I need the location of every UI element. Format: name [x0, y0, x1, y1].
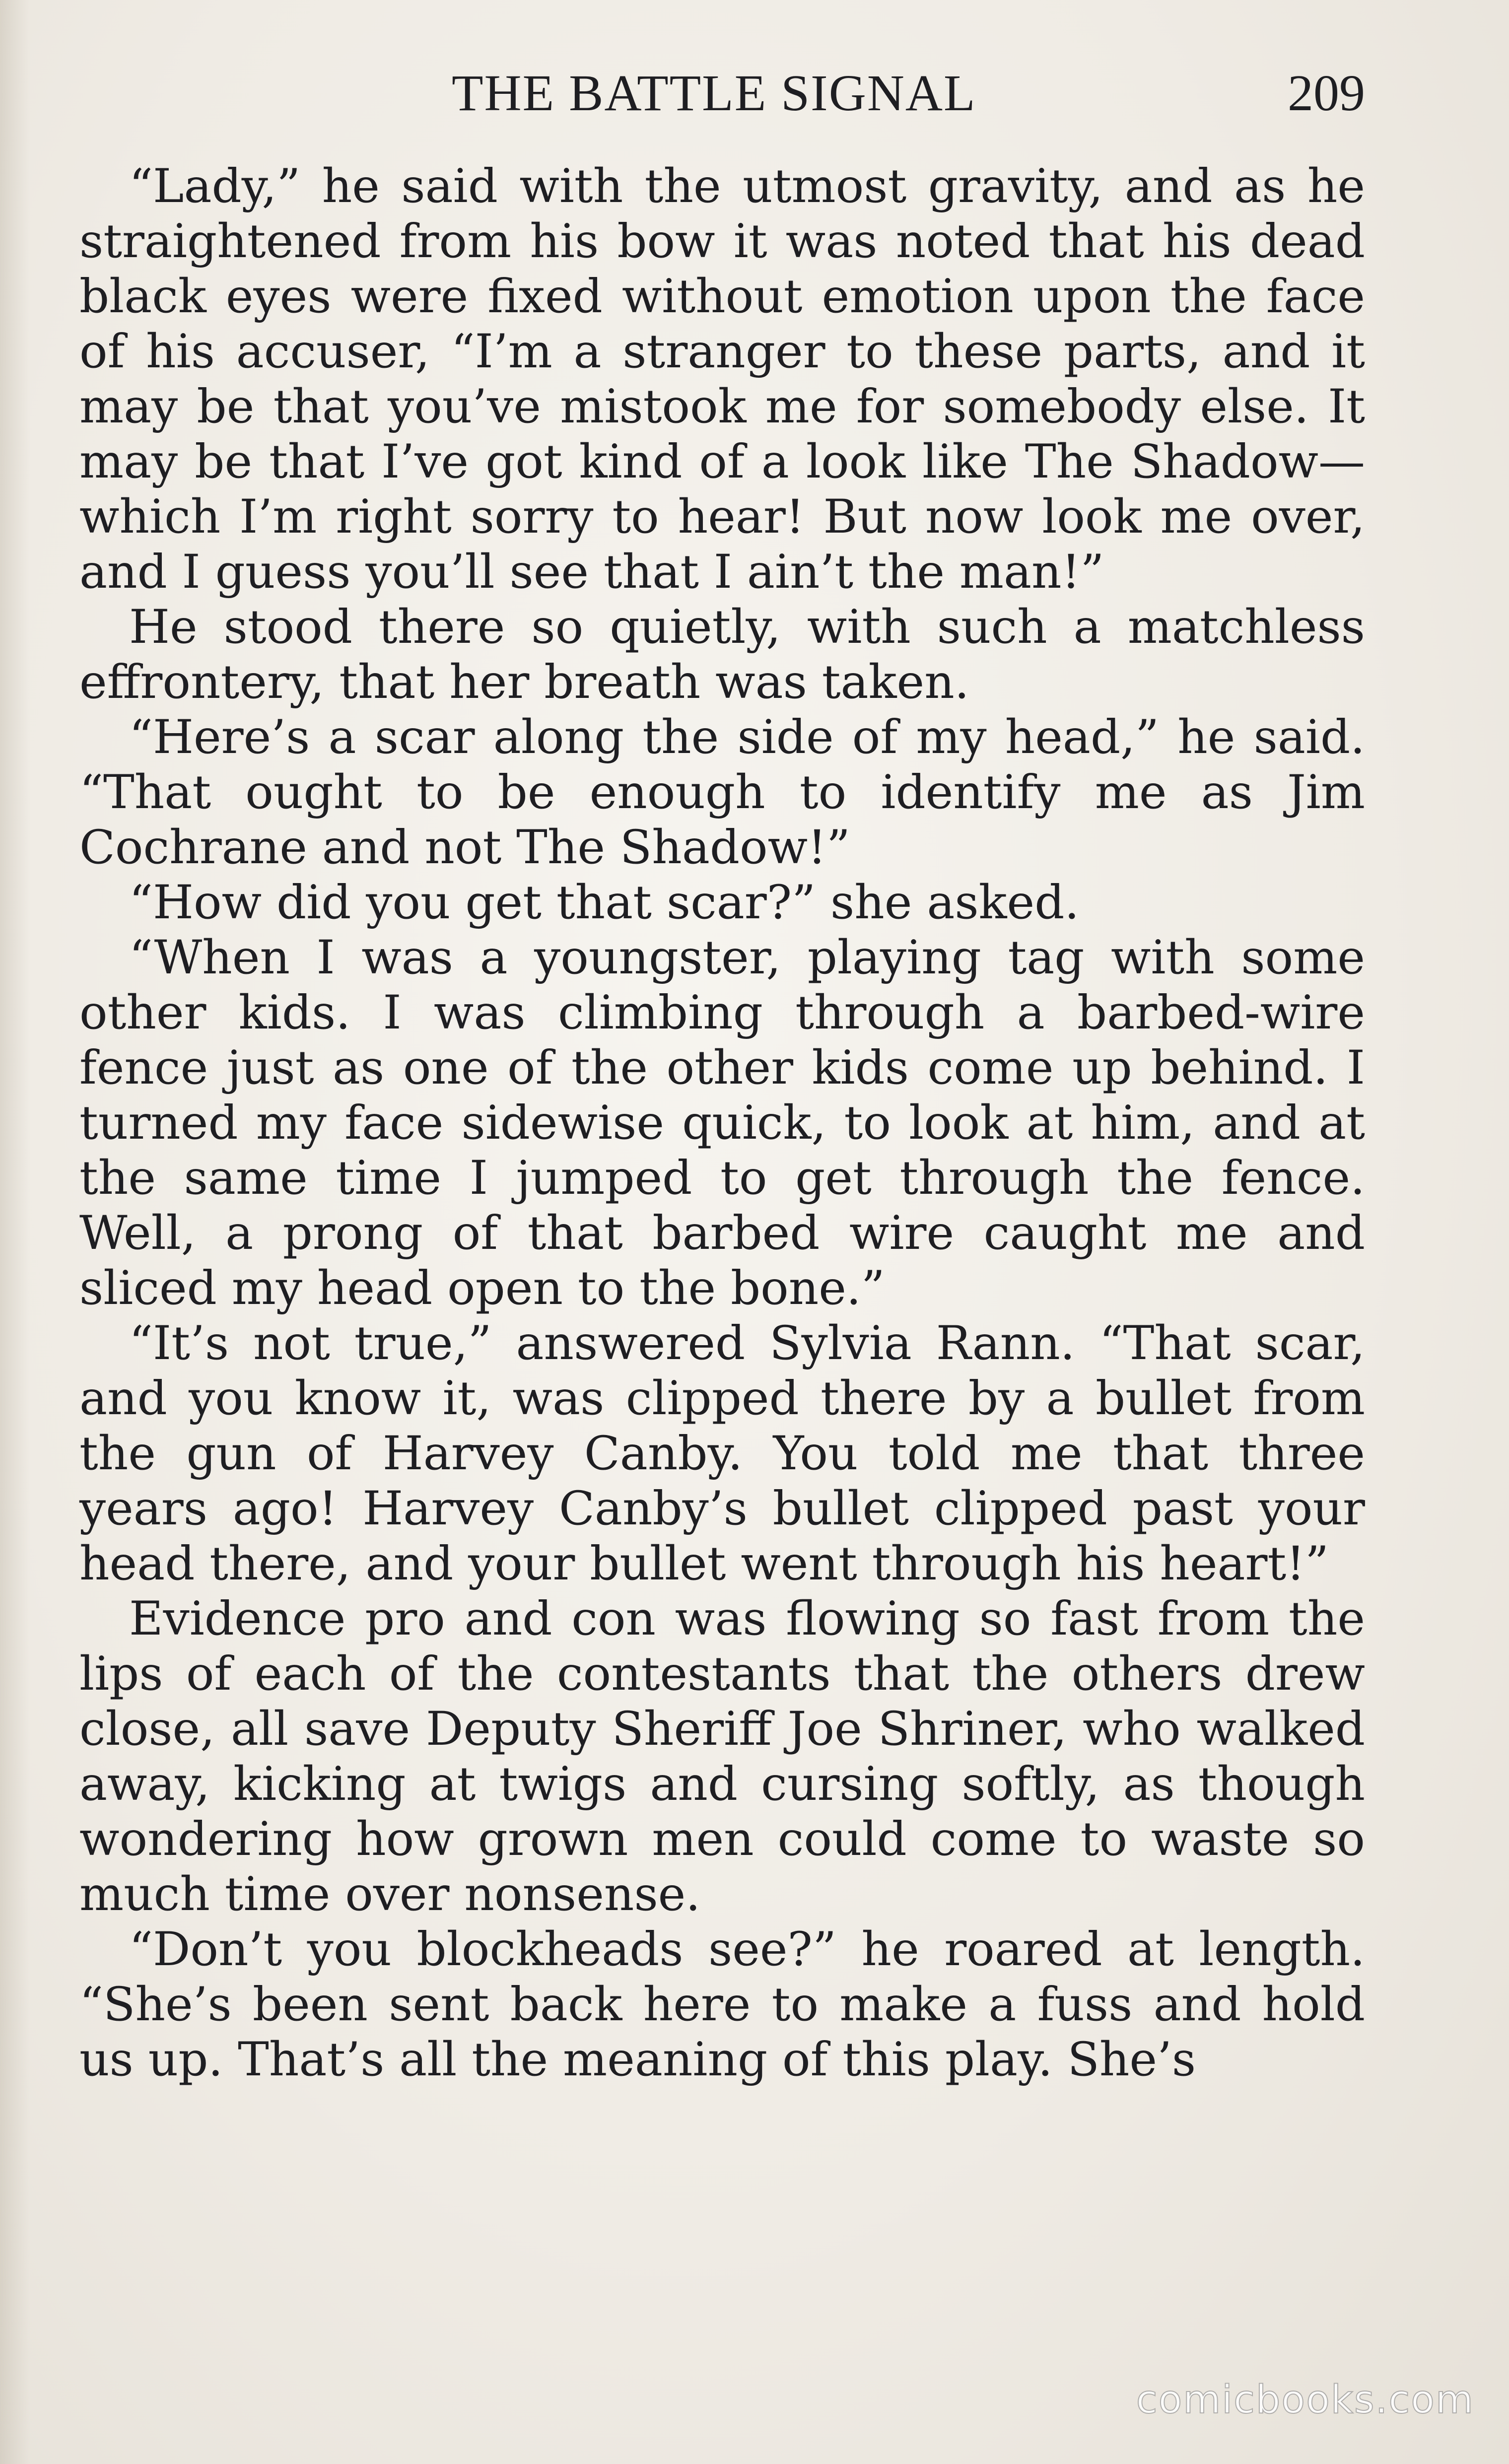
paragraph-2: He stood there so quietly, with such a matchless effrontery, that her breath was taken.: [79, 600, 1365, 709]
watermark: comicbooks.com: [1136, 2378, 1474, 2422]
spine-shadow: [0, 0, 30, 2464]
page-header: [74, 59, 1365, 128]
paragraph-7: Evidence pro and con was flowing so fast from the lips of each of the contestants that the others drew close, all save Deputy Sheriff Joe Shriner, who walked away, kicking at twigs and cursing softly, as though wondering how grown men could come to waste so much time over nonsense.: [79, 1592, 1365, 1921]
paragraph-4: “How did you get that scar?” she asked.: [129, 876, 1080, 930]
paragraph-6: “It’s not true,” answered Sylvia Rann. “That scar, and you know it, was clipped there by a bullet from the gun of Harvey Canby. You told me that three years ago! Harvey Canby’s bullet clipped past your head there, and your bullet went through his heart!”: [79, 1316, 1365, 1591]
body-text: [79, 159, 1365, 2087]
paragraph-1: “Lady,” he said with the utmost gravity, and as he straightened from his bow it was noted that his dead black eyes were fixed without emotion upon the face of his accuser, “I’m a stranger to these parts, and it may be that you’ve mistook me for somebody else. It may be that I’ve got kind of a look like The Shadow—which I’m right sorry to hear! But now look me over, and I guess you’ll see that I ain’t the man!”: [79, 159, 1365, 599]
paragraph-5: “When I was a youngster, playing tag with some other kids. I was climbing through a barbed-wire fence just as one of the other kids come up behind. I turned my face sidewise quick, to look at him, and at the same time I jumped to get through the fence. Well, a prong of that barbed wire caught me and sliced my head open to the bone.”: [79, 931, 1365, 1315]
running-head: THE BATTLE SIGNAL: [452, 65, 976, 122]
page-number: 209: [1288, 65, 1365, 122]
paragraph-3: “Here’s a scar along the side of my head,” he said. “That ought to be enough to identify me as Jim Cochrane and not The Shadow!”: [79, 710, 1365, 875]
paragraph-8: “Don’t you blockheads see?” he roared at length. “She’s been sent back here to make a fuss and hold us up. That’s all the meaning of this play. She’s: [79, 1922, 1365, 2087]
